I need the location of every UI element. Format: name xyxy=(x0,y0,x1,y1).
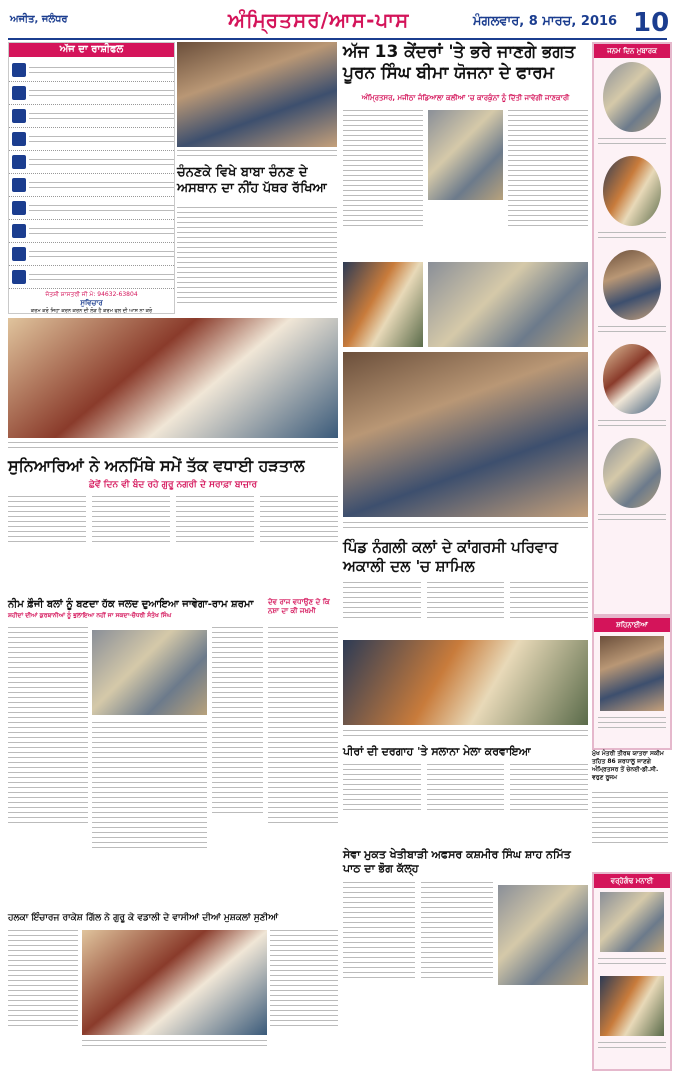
group-caption xyxy=(343,520,588,532)
sunyar-body xyxy=(8,494,338,594)
dev-headline: ਦੇਵ ਰਾਜ ਵਧਾਉਣ ਦੇ ਕਿ ਨਸ਼ਾ ਦਾ ਕੀ ਜਖਮੀ xyxy=(268,598,330,615)
dargah-photo xyxy=(343,640,588,725)
sunyar-headline: ਸੁਨਿਆਰਿਆਂ ਨੇ ਅਨਮਿੱਥੇ ਸਮੇਂ ਤੱਕ ਵਧਾਈ ਹੜਤਾਲ xyxy=(8,456,305,475)
rashifal-box xyxy=(8,42,175,314)
official-photo xyxy=(428,110,503,200)
child-photo xyxy=(603,62,661,132)
event-photo-1 xyxy=(343,262,423,347)
mukh-headline: ਮੁੱਖ ਮੰਤਰੀ ਤੀਰਥ ਯਾਤਰਾ ਸਕੀਮ ਤਹਿਤ 86 ਸ਼ਰਧਾਲੂ ਜਾਣਗੇ ਅੰਮ੍ਰਿਤਸਰ ਤੋਂ ਚੇਨਈ-ਡੀ.ਸੀ. ਵਰੁਣ ਰੂਜਮ xyxy=(592,750,664,781)
pir-headline: ਪੀਰਾਂ ਦੀ ਦਰਗਾਹ 'ਤੇ ਸਲਾਨਾ ਮੇਲਾ ਕਰਵਾਇਆ xyxy=(343,745,531,758)
zodiac-icon xyxy=(12,224,26,238)
rashi-row xyxy=(9,197,174,220)
portrait-photo xyxy=(498,885,588,985)
janam-title: ਜਨਮ ਦਿਨ ਮੁਬਾਰਕ xyxy=(594,44,670,58)
vichar-text: ਕਰਮ ਕਰੋ ਜਿਹਾ ਕਰਨ ਕਰਨ ਦੀ ਲੋੜ ਹੈ ਕਰਮ ਫਲ ਦੀ ਆਸ ਨਾ ਕਰੋ xyxy=(30,308,153,314)
ceremony-photo xyxy=(177,42,337,147)
zodiac-icon xyxy=(12,86,26,100)
crowd-photo xyxy=(8,318,338,438)
shehnai-box xyxy=(592,616,672,750)
child-photo xyxy=(603,250,661,320)
zodiac-icon xyxy=(12,247,26,261)
page-header xyxy=(8,8,670,40)
bhagat-body-col2 xyxy=(508,108,588,258)
couple-photo xyxy=(600,976,664,1036)
bhagat-headline: ਅੱਜ 13 ਕੇਂਦਰਾਂ 'ਤੇ ਭਰੇ ਜਾਣਗੇ ਭਗਤ ਪੂਰਨ ਸਿੰਘ ਬੀਮਾ ਯੋਜਨਾ ਦੇ ਫਾਰਮ xyxy=(343,42,576,83)
chandan-body xyxy=(177,205,337,325)
zodiac-icon xyxy=(12,201,26,215)
rashi-row xyxy=(9,243,174,266)
rashi-row xyxy=(9,105,174,128)
halka-headline: ਹਲਕਾ ਇੰਚਾਰਜ ਰਾਕੇਸ਼ ਗਿੱਲ ਨੇ ਗੁਰੂ ਕੇ ਵਡਾਲੀ ਦੇ ਵਾਸੀਆਂ ਦੀਆਂ ਮੁਸ਼ਕਲਾਂ ਸੁਣੀਆਂ xyxy=(8,913,279,923)
pir-body xyxy=(343,762,588,842)
dev-body xyxy=(268,625,338,910)
bhagat-body-col1 xyxy=(343,108,423,258)
neem-subheadline: ਸ਼ਹੀਦਾਂ ਦੀਆਂ ਕੁਰਬਾਨੀਆਂ ਨੂੰ ਭੁਲਾਇਆ ਨਹੀਂ ਜਾ ਸਕਦਾ-ਚੌਧਰੀ ਸੰਤੋਖ ਸਿੰਘ xyxy=(8,612,172,619)
zodiac-icon xyxy=(12,270,26,284)
sewa-headline: ਸੇਵਾ ਮੁਕਤ ਖੇਤੀਬਾੜੀ ਅਫਸਰ ਕਸ਼ਮੀਰ ਸਿੰਘ ਸ਼ਾਹ ਨਮਿੱਤ ਪਾਠ ਦਾ ਭੋਗ ਕੱਲ੍ਹ xyxy=(343,848,571,875)
neem-body-col1 xyxy=(8,625,88,910)
anniversary-box xyxy=(592,872,672,1071)
ceremony-photo-2 xyxy=(92,630,207,715)
chandan-headline: ਚੰਨਣਕੇ ਵਿਖੇ ਬਾਬਾ ਚੰਨਣ ਦੇ ਅਸਥਾਨ ਦਾ ਨੀਂਹ ਪੱਥਰ ਰੱਖਿਆ xyxy=(177,165,327,196)
halka-photo xyxy=(82,930,267,1035)
rashi-row xyxy=(9,151,174,174)
rashi-row xyxy=(9,82,174,105)
neem-body-col2 xyxy=(92,720,207,910)
zodiac-icon xyxy=(12,178,26,192)
newspaper-name: ਅਜੀਤ, ਜਲੰਧਰ xyxy=(10,14,68,25)
zodiac-icon xyxy=(12,109,26,123)
couple-photo xyxy=(600,892,664,952)
event-photo-2 xyxy=(428,262,588,347)
pind-headline: ਪਿੰਡ ਨੰਗਲੀ ਕਲਾਂ ਦੇ ਕਾਂਗਰਸੀ ਪਰਿਵਾਰ ਅਕਾਲੀ ਦਲ 'ਚ ਸ਼ਾਮਿਲ xyxy=(343,538,558,575)
rashifal-list xyxy=(9,57,174,291)
birthday-column xyxy=(592,42,672,616)
photo-caption xyxy=(177,148,337,158)
rashi-row xyxy=(9,59,174,82)
dargah-caption xyxy=(343,728,588,740)
wedding-photo xyxy=(600,636,664,711)
date: ਮੰਗਲਵਾਰ, 8 ਮਾਰਚ, 2016 xyxy=(473,14,618,29)
shehnai-title: ਸ਼ਹਿਨਾਈਆਂ xyxy=(594,618,670,632)
zodiac-icon xyxy=(12,155,26,169)
crowd-caption xyxy=(8,440,338,452)
sewa-body xyxy=(343,880,493,1050)
zodiac-icon xyxy=(12,132,26,146)
zodiac-icon xyxy=(12,63,26,77)
varhegandh-title: ਵਰ੍ਹੇਗੰਢ ਮਨਾਈ xyxy=(594,874,670,888)
sunyar-subheadline: ਛੇਵੇਂ ਦਿਨ ਵੀ ਬੰਦ ਰਹੇ ਗੁਰੂ ਨਗਰੀ ਦੇ ਸਰਾਫ਼ਾ ਬਾਜ਼ਾਰ xyxy=(88,480,258,490)
child-photo xyxy=(603,156,661,226)
rashi-row xyxy=(9,220,174,243)
halka-body-col1 xyxy=(8,928,78,1068)
halka-caption xyxy=(82,1038,267,1050)
rashifal-title: ਅੱਜ ਦਾ ਰਾਸ਼ੀਫਲ xyxy=(9,43,174,57)
halka-body-col2 xyxy=(270,928,338,1068)
section-title: ਅੰਮ੍ਰਿਤਸਰ/ਆਸ-ਪਾਸ xyxy=(228,8,410,32)
child-photo xyxy=(603,344,661,414)
rashi-row xyxy=(9,174,174,197)
page-number: 10 xyxy=(633,8,670,38)
group-photo xyxy=(343,352,588,517)
bhagat-subheadline: ਅੰਮ੍ਰਿਤਸਰ, ਮਜੀਠਾ ਜੰਡਿਆਲਾ ਕਲੀਆਂ 'ਚ ਕਾਰਕੁੰਨਾਂ ਨੂੰ ਦਿੱਤੀ ਜਾਵੇਗੀ ਜਾਣਕਾਰੀ xyxy=(343,92,588,104)
vichar-title: ਸੁਵਿਚਾਰ xyxy=(80,299,103,307)
neem-headline: ਨੀਮ ਫ਼ੌਜੀ ਬਲਾਂ ਨੂੰ ਬਣਦਾ ਹੱਕ ਜਲਦ ਦੁਆਇਆ ਜਾਵੇਗਾ-ਰਾਮ ਸ਼ਰਮਾ xyxy=(8,599,254,610)
neem-body-col3 xyxy=(212,625,263,910)
child-photo xyxy=(603,438,661,508)
rashi-row xyxy=(9,128,174,151)
rashi-row xyxy=(9,266,174,289)
pind-body xyxy=(343,580,588,635)
mukh-body xyxy=(592,790,668,870)
rashifal-footer: ਜੋਤਸ਼ੀ ਸ਼ਾਸਤਰੀ ਜੀ ਮੋ: 94632-63804 xyxy=(45,291,138,298)
